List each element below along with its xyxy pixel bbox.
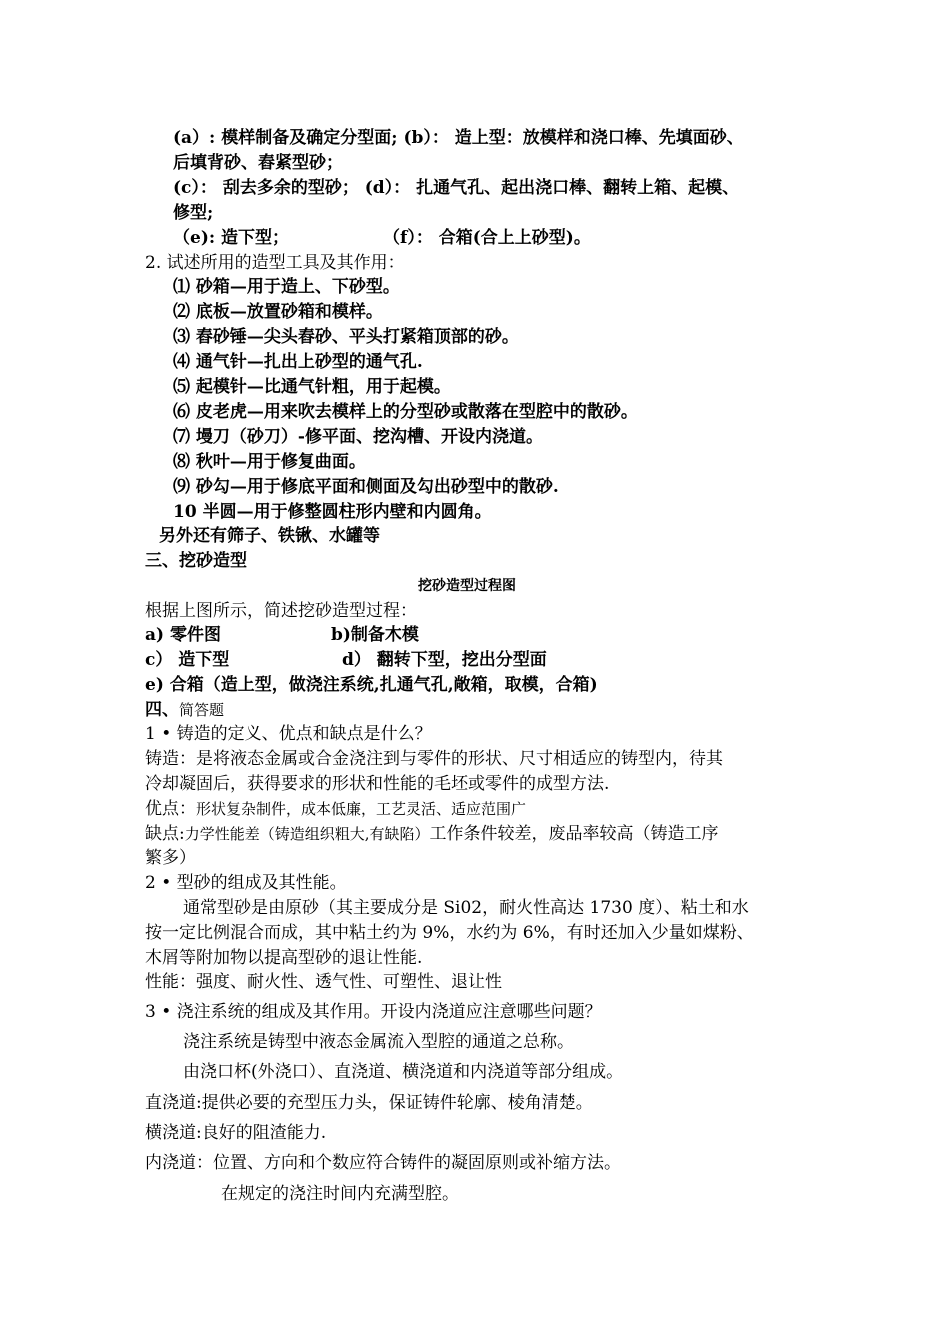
question-2: 2 • 型砂的组成及其性能。 [145, 873, 347, 893]
sand-composition-2: 按一定比例混合而成，其中粘土约为 9%，水约为 6%，有时还加入少量如煤粉、 [145, 923, 754, 943]
advantages [145, 797, 526, 821]
step-d: d） 翻转下型，挖出分型面 [342, 650, 547, 670]
section-4-number: 四、 [145, 700, 179, 720]
disadvantages-text-small: 力学性能差（铸造组织粗大,有缺陷） [184, 825, 430, 843]
step-a: a) 零件图 [145, 625, 221, 645]
figure-caption: 挖砂造型过程图 [418, 578, 516, 594]
sprue: 直浇道:提供必要的充型压力头，保证铸件轮廓、棱角清楚。 [145, 1093, 593, 1113]
runner: 横浇道:良好的阻渣能力. [145, 1123, 327, 1143]
question-1: 1 • 铸造的定义、优点和缺点是什么？ [145, 724, 432, 744]
question-3: 3 • 浇注系统的组成及其作用。开设内浇道应注意哪些问题？ [145, 1002, 602, 1022]
sand-composition-3: 木屑等附加物以提高型砂的退让性能. [145, 948, 423, 968]
ingate-cont: 在规定的浇注时间内充满型腔。 [221, 1184, 459, 1204]
step-e-full: e) 合箱（造上型，做浇注系统,扎通气孔,敞箱，取模，合箱) [145, 675, 598, 695]
section-4-heading [145, 698, 224, 722]
sand-properties: 性能：强度、耐火性、透气性、可塑性、退让性 [145, 972, 502, 992]
casting-definition-1: 铸造：是将液态金属或合金浇注到与零件的形状、尺寸相适应的铸型内，待其 [145, 749, 723, 769]
step-e: （e): 造下型； [173, 228, 290, 248]
step-ab-line: (a）: 模样制备及确定分型面; (b）： 造上型：放模样和浇口棒、先填面砂、 [173, 128, 744, 148]
tool-item-1: ⑴ 砂箱—用于造上、下砂型。 [173, 277, 400, 297]
gating-system-def: 浇注系统是铸型中液态金属流入型腔的通道之总称。 [183, 1032, 574, 1052]
section-3-heading: 三、挖砂造型 [145, 551, 247, 571]
tool-item-9: ⑼ 砂勾—用于修底平面和侧面及勾出砂型中的散砂. [173, 477, 559, 497]
step-f: （f）： 合箱(合上上砂型)。 [383, 228, 591, 248]
advantages-text: 形状复杂制件，成本低廉，工艺灵活、适应范围广 [196, 800, 527, 818]
sand-composition-1: 通常型砂是由原砂（其主要成分是 Si02，耐火性高达 1730 度）、粘土和水 [183, 898, 749, 918]
tool-item-4: ⑷ 通气针—扎出上砂型的通气孔. [173, 352, 423, 372]
advantages-label: 优点： [145, 799, 196, 819]
q2-title: 2. 试述所用的造型工具及其作用： [145, 253, 405, 273]
step-c: c） 造下型 [145, 650, 230, 670]
tool-item-10: 10 半圆—用于修整圆柱形内壁和内圆角。 [173, 502, 492, 522]
tools-extra: 另外还有筛子、铁锹、水罐等 [159, 526, 380, 546]
casting-definition-2: 冷却凝固后，获得要求的形状和性能的毛坯或零件的成型方法. [145, 774, 610, 794]
tool-item-7: ⑺ 墁刀（砂刀）-修平面、挖沟槽、开设内浇道。 [173, 427, 543, 447]
tool-item-2: ⑵ 底板—放置砂箱和模样。 [173, 302, 383, 322]
disadvantages-cont: 繁多） [145, 848, 196, 868]
tool-item-8: ⑻ 秋叶—用于修复曲面。 [173, 452, 366, 472]
step-cd-line: (c）： 刮去多余的型砂； (d）： 扎通气孔、起出浇口棒、翻转上箱、起模、 [173, 178, 740, 198]
tool-item-3: ⑶ 舂砂锤—尖头舂砂、平头打紧箱顶部的砂。 [173, 327, 519, 347]
disadvantages-text: 工作条件较差，废品率较高（铸造工序 [429, 824, 719, 844]
gating-system-parts: 由浇口杯(外浇口）、直浇道、横浇道和内浇道等部分组成。 [183, 1062, 624, 1082]
disadvantages-label: 缺点: [145, 824, 185, 844]
section-3-intro: 根据上图所示，简述挖砂造型过程： [145, 601, 417, 621]
section-4-title: 简答题 [179, 701, 225, 719]
tool-item-5: ⑸ 起模针—比通气针粗，用于起模。 [173, 377, 451, 397]
ingate: 内浇道：位置、方向和个数应符合铸件的凝固原则或补缩方法。 [145, 1153, 621, 1173]
tool-item-6: ⑹ 皮老虎—用来吹去模样上的分型砂或散落在型腔中的散砂。 [173, 402, 638, 422]
step-b: b)制备木模 [331, 625, 419, 645]
step-cd-line-cont: 修型; [173, 203, 214, 223]
step-ab-line-cont: 后填背砂、舂紧型砂； [173, 153, 343, 173]
disadvantages [145, 822, 719, 846]
